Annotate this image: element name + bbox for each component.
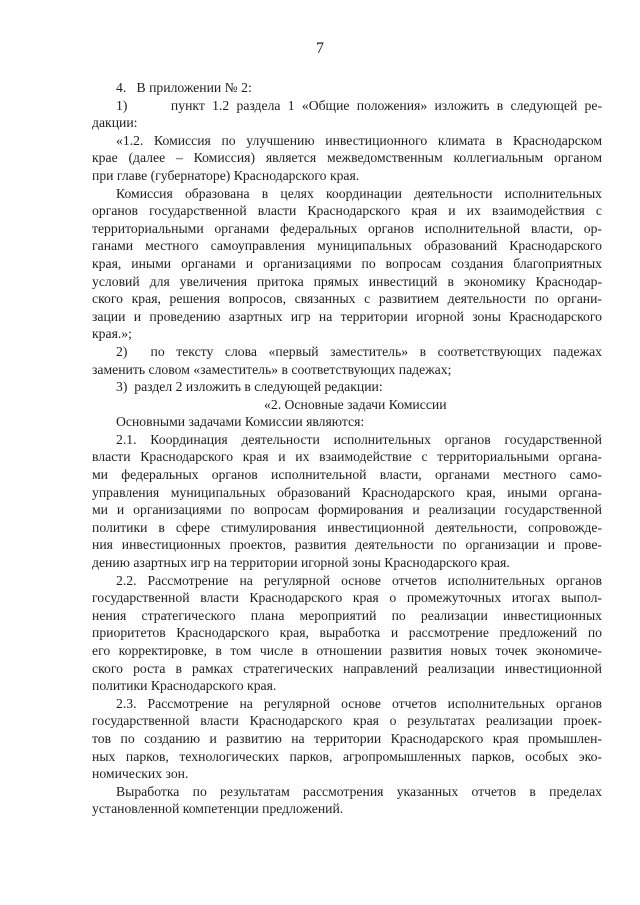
page-number: 7	[316, 40, 324, 57]
paragraph-task-2-3	[92, 695, 602, 783]
text-line: Комиссия образована в целях координации деятельности исполнительных	[116, 185, 602, 201]
text-line: политики в сфере стимулирования инвестиционной деятельности, сопровожде-	[92, 519, 602, 535]
text-line: дению азартных игр на территории игорной зоны Краснодарского края.	[92, 555, 510, 571]
text-line: условий для увеличения притока прямых инвестиций в экономику Краснодар-	[92, 273, 602, 289]
amendment-paragraphs	[92, 79, 602, 396]
text-line: ского края, решения вопросов, связанных с развитием деятельности по органи-	[92, 291, 602, 307]
text-line: зации и проведению азартных игр на территории игорной зоны Краснодарского	[92, 308, 602, 324]
text-line: 2.1. Координация деятельности исполнительных органов государственной	[116, 431, 602, 447]
text-line: 2.3. Рассмотрение на регулярной основе отчетов исполнительных органов	[116, 695, 602, 711]
paragraph-task-2-1	[92, 431, 602, 572]
document-body	[92, 79, 602, 818]
text-line: 4. В приложении № 2:	[116, 80, 252, 95]
text-line: установленной компетенции предложений.	[92, 801, 344, 817]
text-line: Основными задачами Комиссии являются:	[116, 414, 365, 430]
text-line: заменить словом «заместитель» в соответствующих падежах;	[92, 361, 452, 377]
section-heading: «2. Основные задачи Комиссии	[264, 396, 447, 412]
text-line: территориальными органами федеральных органов исполнительной власти, ор-	[92, 220, 602, 236]
text-line: крае (далее – Комиссия) является межведомственным коллегиальным органом	[92, 150, 602, 166]
text-line: тов по созданию и развитию на территории Краснодарского края промышлен-	[92, 730, 602, 746]
section-2-paragraphs	[92, 413, 602, 818]
text-line: края.»;	[92, 326, 132, 342]
text-line: политики Краснодарского края.	[92, 678, 277, 694]
paragraph-clause-1-2-text	[92, 132, 602, 185]
text-line: его корректировке, в том числе в отношении развития новых точек экономиче-	[92, 643, 602, 658]
paragraph-sub-3	[92, 378, 602, 396]
text-line: нения стратегического плана мероприятий по реализации инвестиционных	[92, 607, 602, 623]
text-line: 3) раздел 2 изложить в следующей редакции:	[116, 379, 383, 395]
text-line: 2.2. Рассмотрение на регулярной основе отчетов исполнительных органов	[116, 572, 602, 588]
paragraph-commission-purpose	[92, 185, 602, 343]
text-line: органов государственной власти Краснодарского края и их взаимодействия с	[92, 203, 602, 219]
paragraph-item-4	[92, 79, 602, 97]
text-line: приоритетов Краснодарского края, выработка и рассмотрение предложений по	[92, 625, 602, 641]
text-line: 1) пункт 1.2 раздела 1 «Общие положения» изложить в следующей ре-	[116, 97, 602, 113]
paragraph-task-2-3-cont	[92, 783, 602, 818]
text-line: ния инвестиционных проектов, развития деятельности по организации и прове-	[92, 537, 602, 553]
text-line: власти Краснодарского края и их взаимодействие с территориальными органа-	[92, 449, 602, 465]
paragraph-sub-2	[92, 343, 602, 378]
text-line: управления муниципальных образований Краснодарского края, иными органа-	[92, 484, 602, 500]
paragraph-sub-1	[92, 97, 602, 132]
paragraph-tasks-intro	[92, 413, 602, 431]
text-line: номических зон.	[92, 766, 189, 782]
text-line: ми и организациями по вопросам формирования и реализации государственной	[92, 502, 602, 518]
text-line: дакции:	[92, 115, 138, 131]
paragraph-task-2-2	[92, 572, 602, 695]
text-line: Выработка по результатам рассмотрения указанных отчетов в пределах	[116, 783, 602, 799]
text-line: ных парков, технологических парков, агропромышленных парков, особых эко-	[92, 748, 602, 764]
text-line: «1.2. Комиссия по улучшению инвестиционного климата в Краснодарском	[116, 132, 602, 148]
text-line: ганами местного самоуправления муниципальных образований Краснодарского	[92, 238, 602, 254]
text-line: при главе (губернаторе) Краснодарского края.	[92, 167, 360, 183]
text-line: края, иными органами и организациями по вопросам создания благоприятных	[92, 255, 602, 271]
text-line: ми федеральных органов исполнительной власти, органами местного само-	[92, 467, 602, 483]
text-line: ского роста в рамках стратегических направлений реализации инвестиционной	[92, 660, 602, 676]
text-line: 2) по тексту слова «первый заместитель» в соответствующих падежах	[116, 343, 602, 359]
text-line: государственной власти Краснодарского края о промежуточных итогах выпол-	[92, 590, 602, 606]
text-line: государственной власти Краснодарского края о результатах реализации проек-	[92, 713, 602, 729]
